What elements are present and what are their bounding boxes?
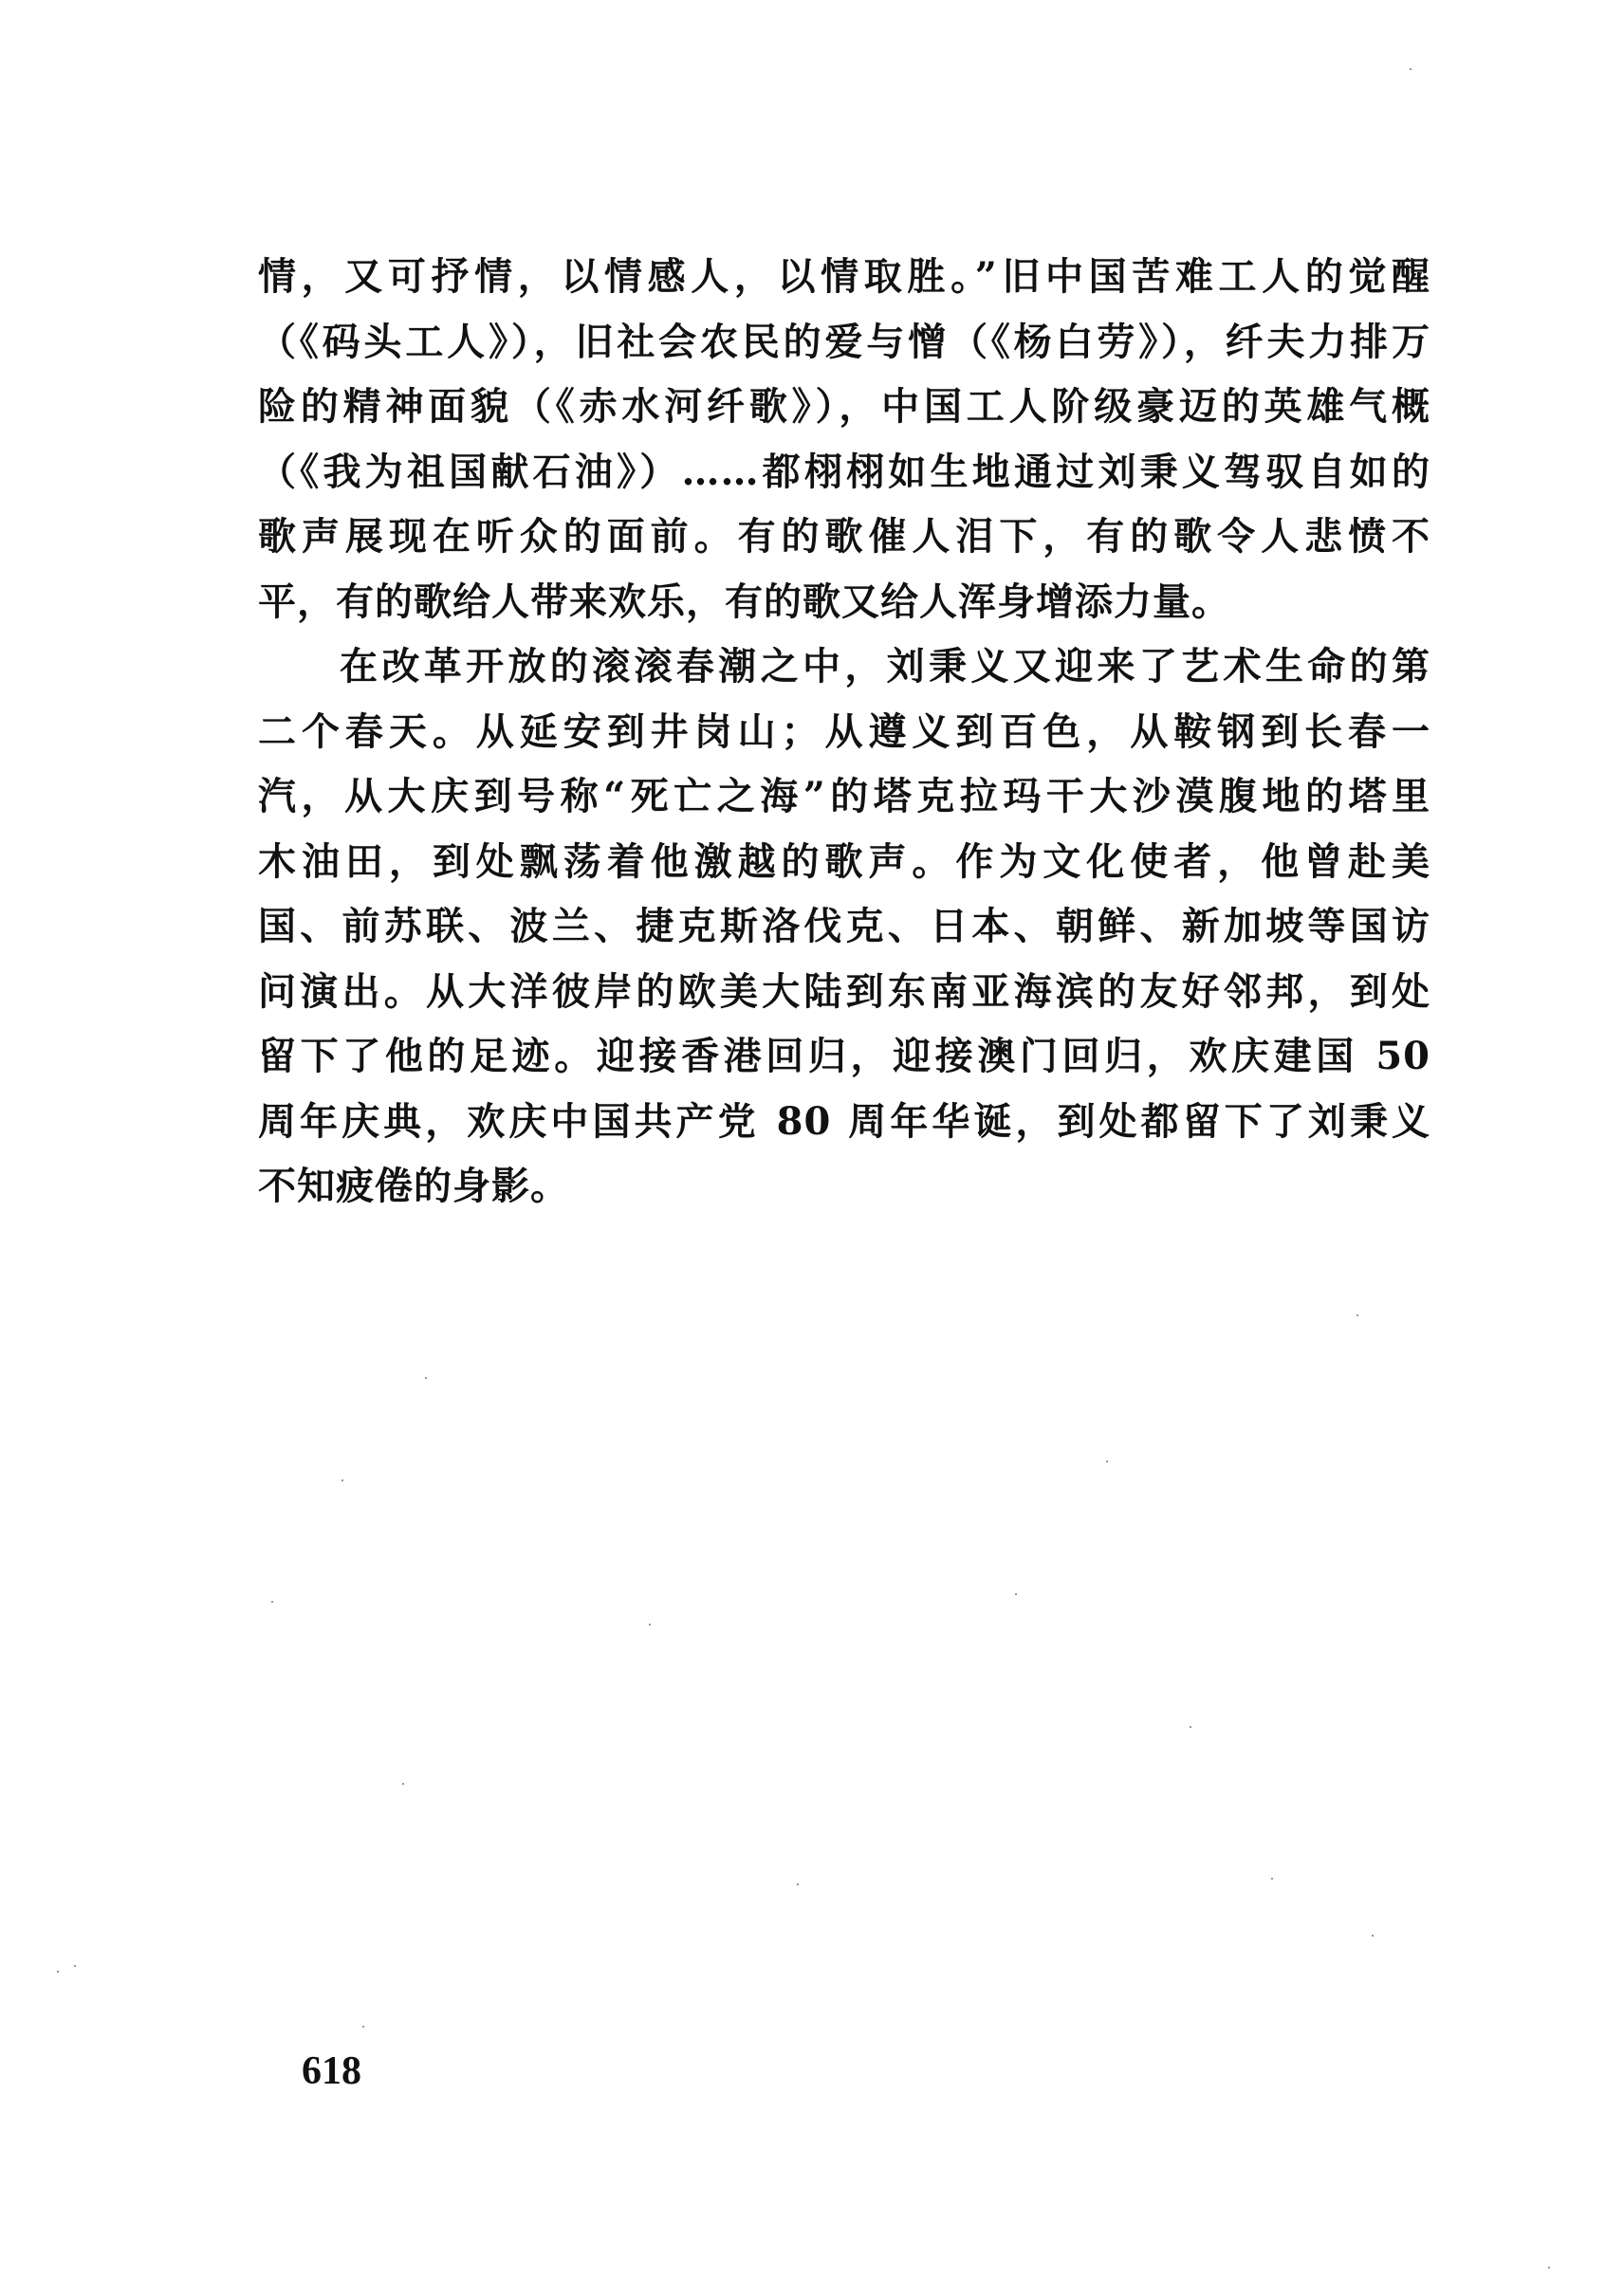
text-line: 险的精神面貌（《赤水河纤歌》），中国工人阶级豪迈的英雄气概 [258,384,1430,429]
scan-speck [1372,1935,1374,1937]
scan-speck [1410,68,1412,70]
text-line: （《码头工人》），旧社会农民的爱与憎（《杨白劳》），纤夫力排万 [258,319,1430,364]
text-line: 情，又可抒情，以情感人，以情取胜。”旧中国苦难工人的觉醒 [258,254,1430,299]
text-line: 周年庆典，欢庆中国共产党 80 周年华诞，到处都留下了刘秉义 [258,1098,1430,1144]
scan-speck [649,1624,651,1626]
text-line: 平，有的歌给人带来欢乐，有的歌又给人浑身增添力量。 [258,579,1230,624]
scan-speck [1271,1878,1273,1880]
page-number: 618 [302,2049,361,2093]
scan-speck [271,1601,273,1603]
scan-speck [797,1883,799,1885]
text-line: 不知疲倦的身影。 [258,1164,569,1208]
text-line: 汽，从大庆到号称“死亡之海”的塔克拉玛干大沙漠腹地的塔里 [258,774,1430,818]
paragraph-1 [258,245,1430,634]
text-line: （《我为祖国献石油》）……都栩栩如生地通过刘秉义驾驭自如的 [258,449,1430,494]
scan-speck [57,1971,59,1973]
body-text [258,245,1430,1220]
scan-speck [74,1965,76,1967]
scan-speck [1548,2267,1550,2268]
scan-speck [425,1377,427,1379]
text-line: 问演出。从大洋彼岸的欧美大陆到东南亚海滨的友好邻邦，到处 [258,968,1430,1014]
scan-speck [1106,1460,1108,1462]
text-line: 歌声展现在听众的面前。有的歌催人泪下，有的歌令人悲愤不 [258,514,1430,559]
scan-speck [1190,1726,1191,1728]
paragraph-2 [258,634,1430,1220]
scan-speck [1356,1314,1358,1316]
scan-speck [362,2026,364,2028]
text-line: 留下了他的足迹。迎接香港回归，迎接澳门回归，欢庆建国 50 [258,1034,1430,1078]
scan-speck [1015,1593,1017,1595]
scan-speck [341,1479,343,1481]
scan-speck [402,1783,404,1785]
text-line: 国、前苏联、波兰、捷克斯洛伐克、日本、朝鲜、新加坡等国访 [258,904,1430,948]
text-line: 在改革开放的滚滚春潮之中，刘秉义又迎来了艺术生命的第 [340,644,1430,689]
text-line: 木油田，到处飘荡着他激越的歌声。作为文化使者，他曾赴美 [258,838,1430,884]
text-line: 二个春天。从延安到井岗山；从遵义到百色，从鞍钢到长春一 [258,708,1430,754]
